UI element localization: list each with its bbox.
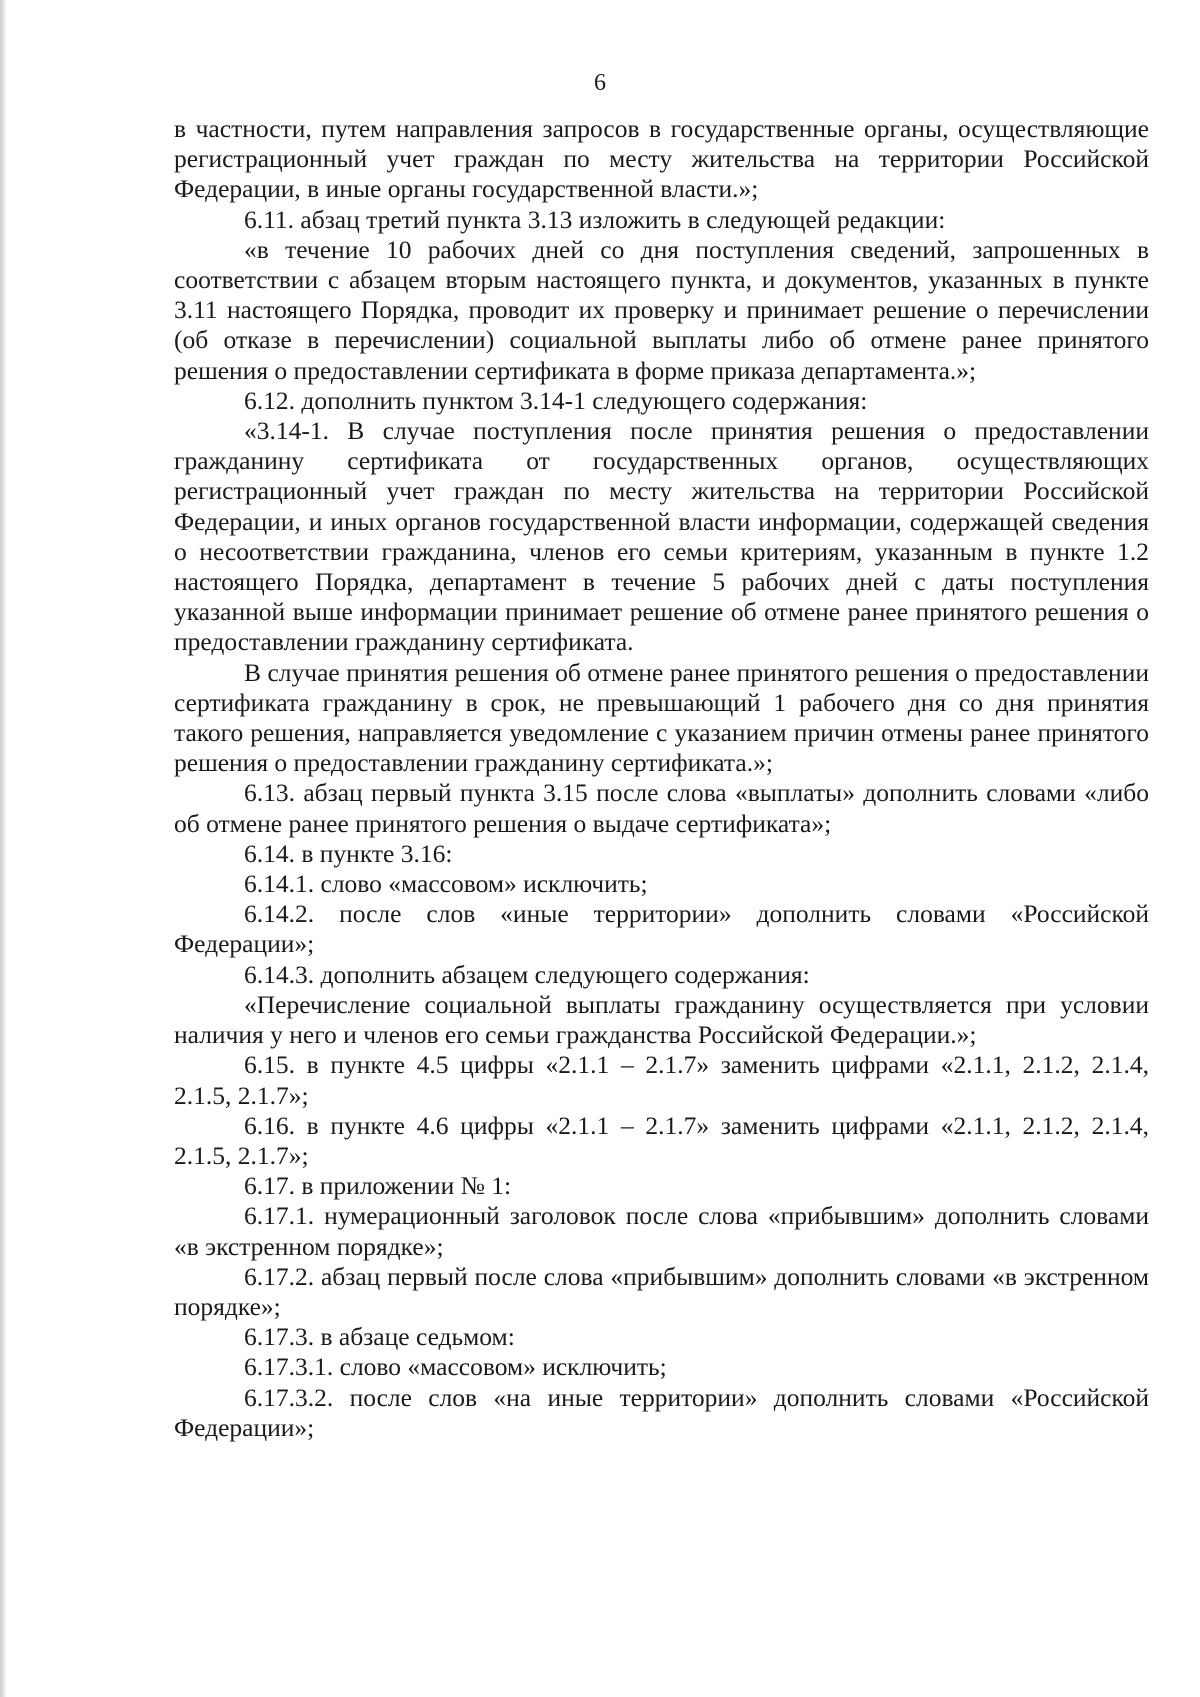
document-body bbox=[174, 114, 1149, 1443]
paragraph-17: 6.17.2. абзац первый после слова «прибывшим» дополнить словами «в экстренном порядке»; bbox=[174, 1261, 1149, 1321]
paragraph-6: В случае принятия решения об отмене ранее принятого решения о предоставлении сертификата гражданину в срок, не превышающий 1 рабочего дня со дня принятия такого решения, направляется уведомление с указанием причин отмены ранее принятого решения о предоставлении гражданину сертификата.»; bbox=[174, 657, 1149, 778]
paragraph-12: «Перечисление социальной выплаты гражданину осуществляется при условии наличия у него и членов его семьи гражданства Российской Федерации.»; bbox=[174, 989, 1149, 1050]
paragraph-1: в частности, путем направления запросов в государственные органы, осуществляющие регистрационный учет граждан по месту жительства на территории Российской Федерации, в иные органы государственной власти.»; bbox=[174, 114, 1149, 204]
paragraph-16: 6.17.1. нумерационный заголовок после слова «прибывшим» дополнить словами «в экстренном порядке»; bbox=[174, 1201, 1149, 1261]
paragraph-3: «в течение 10 рабочих дней со дня поступления сведений, запрошенных в соответствии с абзацем вторым настоящего пункта, и документов, указанных в пункте 3.11 настоящего Порядка, проводит их проверку и принимает решение о перечислении (об отказе в перечислении) социальной выплаты либо об отмене ранее принятого решения о предоставлении сертификата в форме приказа департамента.»; bbox=[174, 234, 1149, 385]
paragraph-5: «3.14-1. В случае поступления после принятия решения о предоставлении гражданину сертификата от государственных органов, осуществляющих регистрационный учет граждан по месту жительства на территории Российской Федерации, и иных органов государственной власти информации, содержащей сведения о несоответствии гражданина, членов его семьи критериям, указанным в пункте 1.2 настоящего Порядка, департамент в течение 5 рабочих дней с даты поступления указанной выше информации принимает решение об отмене ранее принятого решения о предоставлении гражданину сертификата. bbox=[174, 416, 1149, 657]
paragraph-10: 6.14.2. после слов «иные территории» дополнить словами «Российской Федерации»; bbox=[174, 899, 1149, 959]
paragraph-4: 6.12. дополнить пунктом 3.14-1 следующего содержания: bbox=[244, 385, 868, 415]
page-number: 6 bbox=[594, 70, 606, 96]
paragraph-8: 6.14. в пункте 3.16: bbox=[244, 838, 453, 868]
paragraph-18: 6.17.3. в абзаце седьмом: bbox=[244, 1322, 515, 1352]
paragraph-7: 6.13. абзац первый пункта 3.15 после слова «выплаты» дополнить словами «либо об отмене ранее принятого решения о выдаче сертификата»; bbox=[174, 778, 1149, 838]
scan-edge-shadow bbox=[0, 0, 7, 1697]
paragraph-13: 6.15. в пункте 4.5 цифры «2.1.1 – 2.1.7» заменить цифрами «2.1.1, 2.1.2, 2.1.4, 2.1.5, 2.1.7»; bbox=[174, 1050, 1149, 1110]
paragraph-15: 6.17. в приложении № 1: bbox=[244, 1171, 512, 1201]
paragraph-11: 6.14.3. дополнить абзацем следующего содержания: bbox=[244, 959, 810, 989]
paragraph-14: 6.16. в пункте 4.6 цифры «2.1.1 – 2.1.7» заменить цифрами «2.1.1, 2.1.2, 2.1.4, 2.1.5, 2.1.7»; bbox=[174, 1110, 1149, 1170]
paragraph-9: 6.14.1. слово «массовом» исключить; bbox=[244, 869, 648, 899]
paragraph-19: 6.17.3.1. слово «массовом» исключить; bbox=[244, 1352, 667, 1382]
paragraph-2: 6.11. абзац третий пункта 3.13 изложить в следующей редакции: bbox=[244, 204, 946, 234]
paragraph-20: 6.17.3.2. после слов «на иные территории» дополнить словами «Российской Федерации»; bbox=[174, 1382, 1149, 1442]
